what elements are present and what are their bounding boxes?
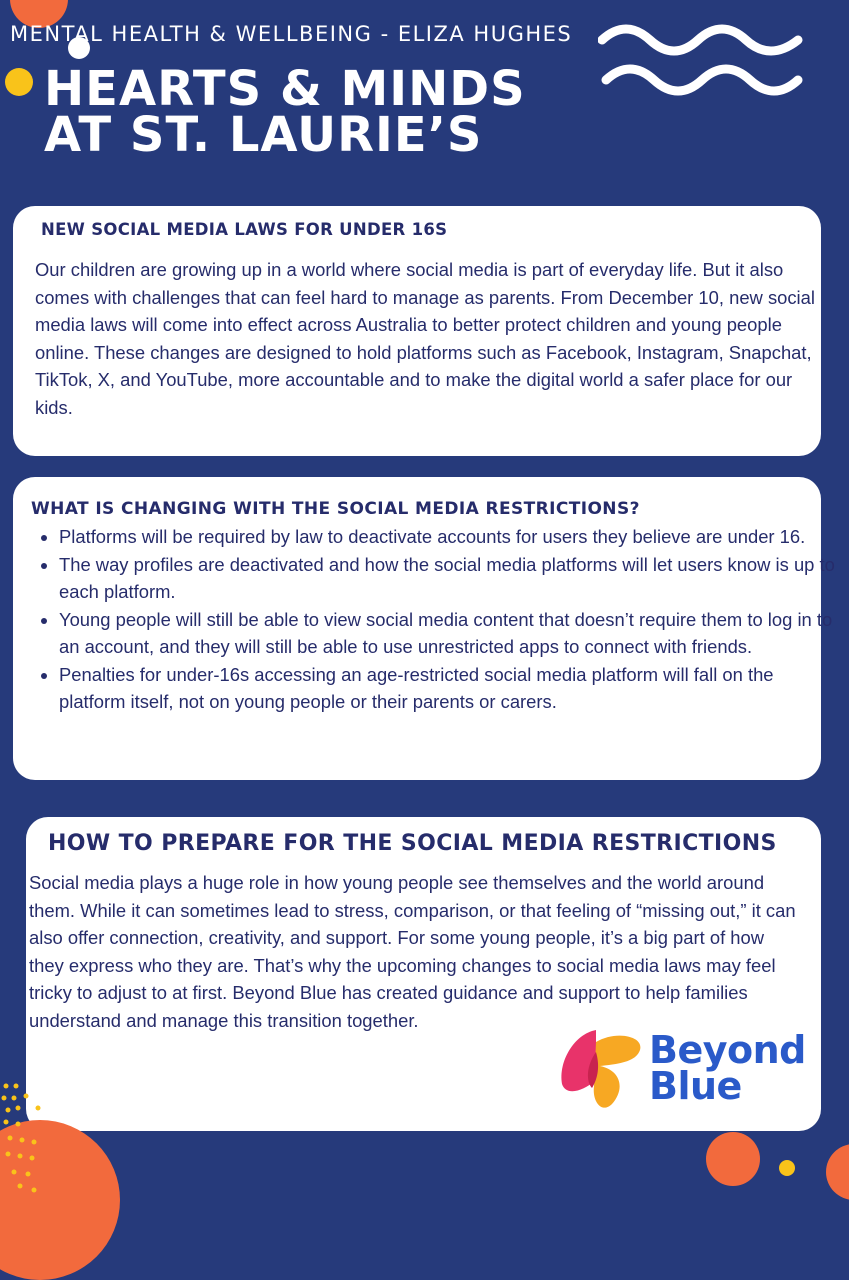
section-prepare-body: Social media plays a huge role in how young people see themselves and the world around them. While it can sometimes lead to stress, comparison, or that feeling of “missing out,” it can also offer connection, creativity, and support. For some young people, it’s a big part of how they express who they are. That’s why the upcoming changes to social media laws may feel tricky to adjust to at first. Beyond Blue has created guidance and support to help families understand and manage this transition together. — [29, 872, 796, 1031]
logo-line2: Blue — [649, 1064, 742, 1108]
list-item: • The way profiles are deactivated and how the social media platforms will let users know is up to each platform. — [59, 551, 839, 606]
orange-circle-bottom-right-decoration — [706, 1132, 760, 1186]
section-new-laws-body: Our children are growing up in a world where social media is part of everyday life. But it also comes with challenges that can feel hard to manage as parents. From December 10, new social media laws will come into effect across Australia to better protect children and young people online. These changes are designed to hold platforms such as Facebook, Instagram, Snapchat, TikTok, X, and YouTube, more accountable and to make the digital world a safer place for our kids. — [35, 259, 815, 418]
changes-bullet-list — [13, 523, 839, 716]
butterfly-logo-icon — [556, 1022, 648, 1112]
list-item: • Penalties for under-16s accessing an age-restricted social media platform will fall on the platform itself, not on young people or their parents or carers. — [59, 661, 839, 716]
page-title — [44, 61, 526, 163]
page-title-line2: AT ST. LAURIE’S — [44, 107, 483, 163]
section-changes-card — [13, 477, 835, 780]
orange-circle-edge-decoration — [826, 1144, 849, 1200]
logo-line1: Beyond — [649, 1028, 806, 1072]
page-title-line1: HEARTS & MINDS — [44, 61, 526, 117]
newsletter-kicker: MENTAL HEALTH & WELLBEING - ELIZA HUGHES — [10, 22, 573, 46]
section-new-laws-heading: NEW SOCIAL MEDIA LAWS FOR UNDER 16S — [41, 220, 448, 239]
section-new-laws-card — [13, 206, 821, 456]
section-prepare-heading: HOW TO PREPARE FOR THE SOCIAL MEDIA RESTRICTIONS — [48, 831, 777, 856]
list-item: • Young people will still be able to view social media content that doesn’t require them to log in to an account, and they will still be able to use unrestricted apps to connect with friends. — [59, 606, 839, 661]
list-item: • Platforms will be required by law to deactivate accounts for users they believe are under 16. — [59, 523, 839, 551]
dot-grid-decoration — [0, 1082, 60, 1200]
beyond-blue-logo — [556, 1022, 806, 1112]
beyond-blue-logo-text — [649, 1028, 806, 1108]
section-changes-heading: WHAT IS CHANGING WITH THE SOCIAL MEDIA RESTRICTIONS? — [31, 499, 640, 519]
yellow-dot-bottom-decoration — [779, 1160, 795, 1176]
wave-lines-decoration — [598, 14, 808, 106]
yellow-dot-decoration — [5, 68, 33, 96]
